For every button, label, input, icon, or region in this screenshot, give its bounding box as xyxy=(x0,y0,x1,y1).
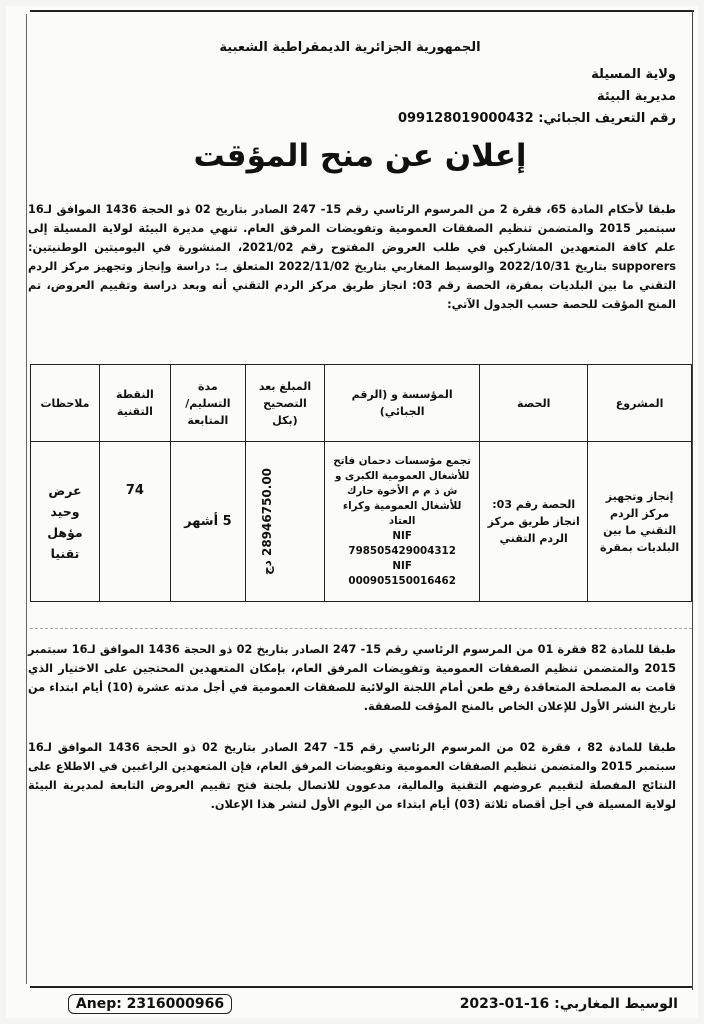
source-name: الوسيط المغاربي: xyxy=(554,996,678,1012)
top-rule xyxy=(30,10,694,12)
company-nif-label-1: NIF xyxy=(392,530,412,542)
intro-paragraph: طبقا لأحكام المادة 65، فقرة 2 من المرسوم الرئاسي رقم 15- 247 الصادر بتاريخ 02 ذو الحجة 1436 الموافق لـ16 سبتمبر 2015 والمتضمن تنظيم الصفقات العمومية وتفويضات المرفق العام. تنهي مديرة البيئة لولاية المسيلة إلى علم كافة المتعهدين المشاركين في طلب العروض المفتوح رقم 2021/02، المنشورة في اليوميتين الوطنيتين: supporers بتاريخ 2022/10/31 والوسيط المغاربي بتاريخ 2022/11/02 المتعلق بـ: دراسة وإنجاز وتجهيز مركز الردم التقني ما بين البلديات بمقرة، الحصة رقم 03: انجاز طريق مركز الردم التقني أنه وبعد دراسة وتقييم العروض، تم المنح المؤقت للحصة حسب الجدول الآتي: xyxy=(28,203,676,311)
table-row xyxy=(31,442,692,602)
left-rule xyxy=(26,14,27,984)
header-notes: ملاحظات xyxy=(31,365,100,442)
cell-project: إنجاز وتجهيز مركز الردم التقني ما بين البلديات بمقرة xyxy=(588,442,692,602)
cell-notes: عرض وحيد مؤهل تقنيا xyxy=(31,442,100,602)
nif-line xyxy=(316,108,676,130)
amount-unit: دج xyxy=(260,560,274,576)
company-nif-2: 000905150016462 xyxy=(348,575,456,587)
award-table xyxy=(30,364,692,602)
company-nif-label-2: NIF xyxy=(392,560,412,572)
nif-value: 099128019000432 xyxy=(397,111,534,126)
header-lot: الحصة xyxy=(480,365,588,442)
cell-company xyxy=(325,442,480,602)
wilaya-label: ولاية المسيلة xyxy=(591,67,676,82)
cell-lot: الحصة رقم 03: انجاز طريق مركز الردم التقني xyxy=(480,442,588,602)
cell-amount xyxy=(245,442,324,602)
anep-reference: Anep: 2316000966 xyxy=(68,994,232,1014)
footer-rule xyxy=(30,986,692,988)
right-rule xyxy=(692,10,693,990)
header-project: المشروع xyxy=(588,365,692,442)
announcement-title: إعلان عن منح المؤقت xyxy=(193,138,527,174)
nif-label: رقم التعريف الجبائي: xyxy=(538,111,676,126)
company-nif-1: 798505429004312 xyxy=(348,545,456,557)
directorate-label: مديرية البيئة xyxy=(597,89,676,104)
republic-heading: الجمهورية الجزائرية الديمقراطية الشعبية xyxy=(219,40,481,55)
company-name: تجمع مؤسسات دحمان فاتح للأشغال العمومية الكبرى و ش ذ م م الأخوة حارك للأشغال العمومية وكراء العتاد xyxy=(333,455,472,527)
header-company: المؤسسة و (الرقم الجبائي) xyxy=(325,365,480,442)
cell-delay: 5 أشهر xyxy=(170,442,245,602)
table-header-row xyxy=(31,365,692,442)
results-paragraph: طبقا للمادة 82 ، فقرة 02 من المرسوم الرئاسي رقم 15- 247 الصادر بتاريخ 02 ذو الحجة 1436 الموافق لـ16 سبتمبر 2015 والمتضمن تنظيم الصفقات العمومية وتفويضات المرفق العام، فإن المتعهدين الراغبين في الاطلاع على النتائج المفصلة لتقييم عروضهم التقنية والمالية، مدعوون للاتصال بلجنة فتح تقييم العروض التابعة لمديرية البيئة لولاية المسيلة في أجل أقصاه ثلاثة (03) أيام ابتداء من اليوم الأول لنشر هذا الإعلان. xyxy=(28,741,676,811)
publication-date: 2023-01-16 xyxy=(459,996,550,1012)
header-amount: المبلغ بعد التصحيح (بكل xyxy=(245,365,324,442)
amount-value: 28946750.00 xyxy=(260,467,274,557)
header-delay: مدة التسليم/ المتابعة xyxy=(170,365,245,442)
section-divider xyxy=(30,628,692,629)
cell-score: 74 xyxy=(99,442,170,602)
amount-rotated xyxy=(259,468,276,575)
header-score: النقطة التقنية xyxy=(99,365,170,442)
publication-source xyxy=(378,994,678,1014)
appeal-paragraph: طبقا للمادة 82 فقرة 01 من المرسوم الرئاسي رقم 15- 247 الصادر بتاريخ 02 ذو الحجة 1436 الموافق لـ16 سبتمبر 2015 والمتضمن تنظيم الصفقات العمومية وتفويضات المرفق العام، بإمكان المتعهدين المحتجين على الاختيار الذي قامت به المصلحة المتعاقدة رفع طعن أمام اللجنة الولائية للصفقات العمومية في أجل مدته عشرة (10) أيام ابتداء من تاريخ النشر الأول للإعلان الخاص بالمنح المؤقت للصفقة. xyxy=(28,643,677,713)
administration-block xyxy=(316,64,676,130)
